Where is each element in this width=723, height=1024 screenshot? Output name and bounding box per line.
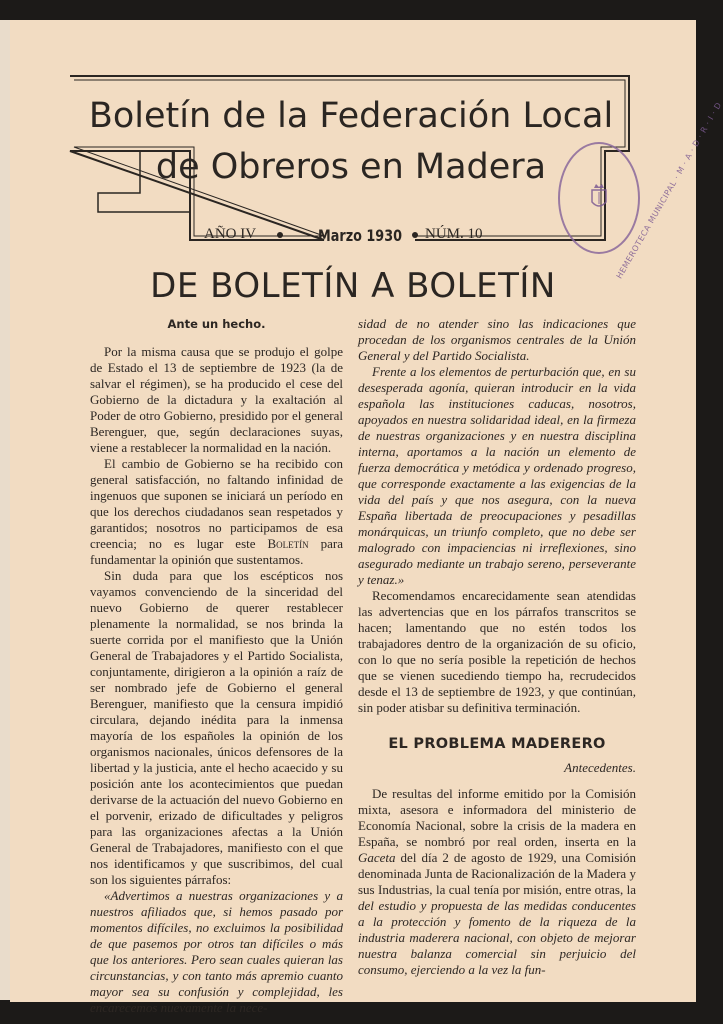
issue-date: Marzo 1930 xyxy=(318,226,403,245)
paragraph: Sin duda para que los escépticos nos vayamos convenciendo de la sinceridad del nuevo Gobierno de querer restablecer plenamente la normalidad, se nos brinda la suerte corrida por el manifiesto que la Unión General de Trabajadores y el Partido Socialista, conjuntamente, dirigieron a la opinión a raíz de ser nombrado jefe de Gobierno el general Berenguer, manifiesto que la censura impidió circulara, dejando inédita para la inmensa mayoría de los españoles la opinión de los organismos nacionales, únicos defensores de la libertad y la justicia, ante el hecho acaecido y su posición ante los acontecimientos que puedan derivarse de la actuación del nuevo Gobierno en el porvenir, erizado de dificultades y peligros para las organizaciones afectas a la Unión General de Trabajadores, manifiesto con el que nos identificamos y que suscribimos, del cual son los siguientes párrafos: xyxy=(90,568,343,887)
issue-year: AÑO IV xyxy=(204,226,257,242)
library-stamp xyxy=(558,100,723,281)
quoted-paragraph: «Advertimos a nuestras organizaciones y a nuestros afiliados que, si hemos pasado por momentos difíciles, no excluimos la posibilidad de que pasemos por otros tan difíciles o más que los anteriores. Pero sean cuales quieran las circunstancias, y con tanto más apremio cuanto mayor sea su confusión y complejidad, les encarecemos nuevamente la nece- xyxy=(90,888,343,1015)
paragraph: De resultas del informe emitido por la Comisión mixta, asesora e informadora del ministerio de Economía Nacional, sobre la crisis de la madera en España, se nombró por real orden, inserta en la Gaceta del día 2 de agosto de 1929, una Comisión denominada Junta de Racionalización de la Madera y sus Industrias, la cual tenía por misión, entre otras, la del estudio y propuesta de las medidas conducentes a la protección y fomento de la riqueza de la industria maderera nacional, con objeto de mejorar nuestra balanza comercial sin perjuicio del consumo, ejerciendo a la vez la fun- xyxy=(358,786,636,977)
left-column xyxy=(90,316,343,1016)
masthead-title-line2: de Obreros en Madera xyxy=(155,147,547,187)
issue-number: NÚM. 10 xyxy=(425,226,483,242)
paragraph: Por la misma causa que se produjo el golpe de Estado el 13 de septiembre de 1923 (la de salvar el régimen), se ha producido el cese del Gobierno de la dictadura y la exaltación al Poder de otro Gobierno, presidido por el general Berenguer, que, según declaraciones suyas, viene a restablecer la normalidad en la nación. xyxy=(90,344,343,455)
quoted-paragraph: Frente a los elementos de perturbación que, en su desesperada agonía, quieran introducir en la vida española las instituciones caducas, nosotros, apoyados en nuestra solidaridad ideal, en la firmeza de nuestras organizaciones y en nuestra disciplina interna, aportamos a la nación un elemento de fuerza democrática y metódica y ordenado progreso, que corresponde exactamente a las exigencias de la vida del país y que nos asegura, con la nueva España libertada de preocupaciones y pesadillas monárquicas, un triunfo completo, que no debe ser malogrado con impaciencias ni irreflexiones, sino asegurado mediante un trabajo sereno, perseverante y tenaz.» xyxy=(358,364,636,587)
newspaper-page xyxy=(10,20,723,1015)
separator-dot xyxy=(412,232,418,238)
quoted-paragraph: sidad de no atender sino las indicaciones que procedan de los organismos centrales de la Unión General y del Partido Socialista. xyxy=(358,316,636,363)
paragraph: Recomendamos encarecidamente sean atendidas las advertencias que en los párrafos transcritos se hacen; lamentando que no estén todos los trabajadores dentro de la organización de su oficio, con lo que no sería posible la repetición de hechos que se vienen sucediendo tiempo ha, recrudecidos desde el 13 de septiembre de 1923, y que continúan, sin poder atisbar su definitiva terminación. xyxy=(358,588,636,715)
masthead-title-line1: Boletín de la Federación Local xyxy=(88,96,614,136)
headline: DE BOLETÍN A BOLETÍN xyxy=(150,266,556,306)
crest-icon xyxy=(588,182,610,212)
paragraph: El cambio de Gobierno se ha recibido con general satisfacción, no faltando infinidad de ingenuos que suponen se iniciará un período en que los derechos ciudadanos sean respetados y garantidos; nosotros no participamos de esa creencia; no es lugar este Boletín para fundamentar la opinión que sustentamos. xyxy=(90,456,344,567)
section-subheading: Antecedentes. xyxy=(564,760,636,775)
stamp-text: HEMEROTECA MUNICIPAL · M · A · D · R · I · D xyxy=(614,100,723,281)
separator-dot xyxy=(277,232,283,238)
section-heading: EL PROBLEMA MADERERO xyxy=(388,736,606,752)
right-column xyxy=(358,316,636,978)
subheading: Ante un hecho. xyxy=(167,317,266,331)
